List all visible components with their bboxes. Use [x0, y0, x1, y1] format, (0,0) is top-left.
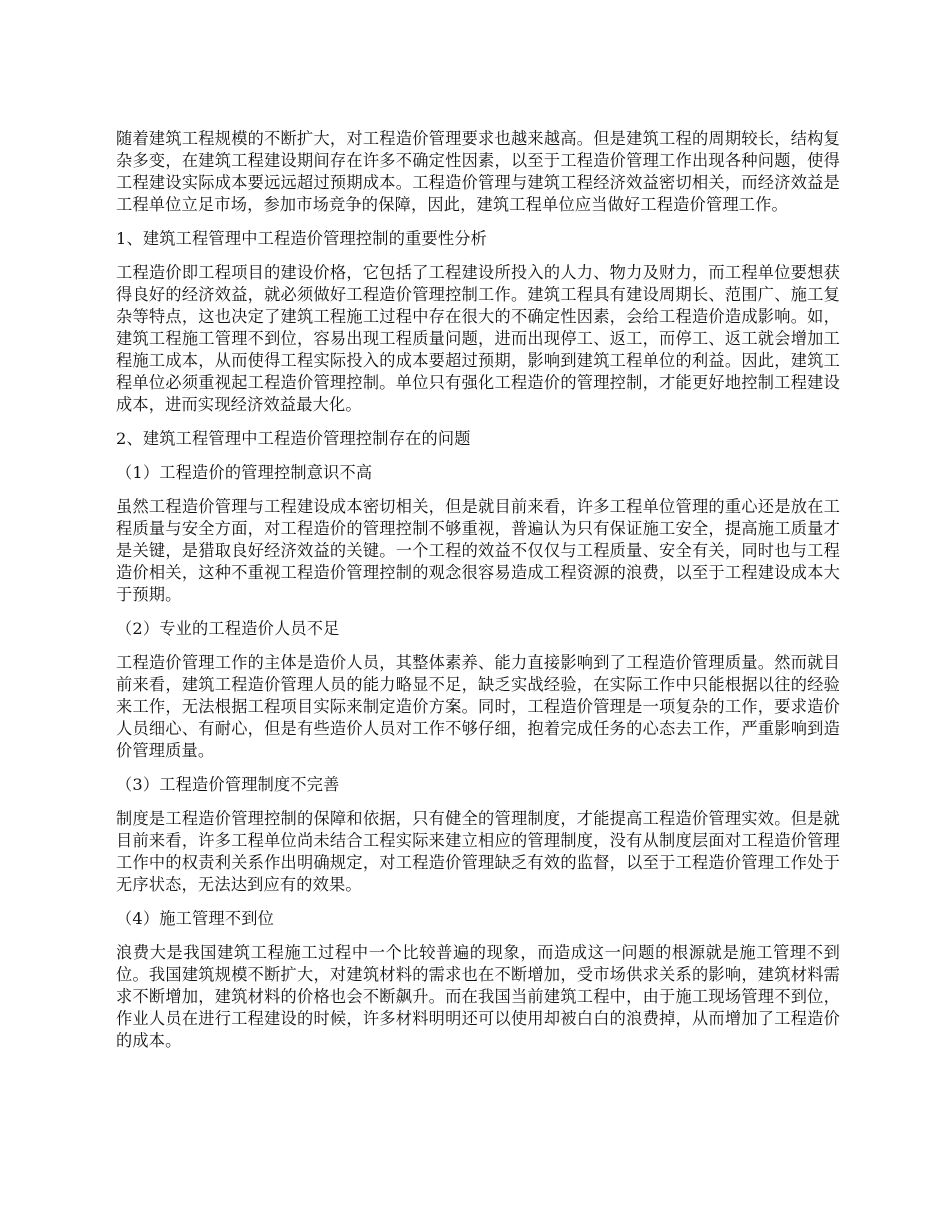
section-2-heading: 2、建筑工程管理中工程造价管理控制存在的问题 [116, 429, 471, 448]
subsection-4-paragraph: 浪费大是我国建筑工程施工过程中一个比较普遍的现象，而造成这一问题的根源就是施工管理不到位。我国建筑规模不断扩大，对建筑材料的需求也在不断增加，受市场供求关系的影响，建筑材料需求不断增加，建筑材料的价格也会不断飙升。而在我国当前建筑工程中，由于施工现场管理不到位，作业人员在进行工程建设的时候，许多材料明明还可以使用却被白白的浪费掉，从而增加了工程造价的成本。 [116, 943, 840, 1050]
subsection-1-heading: （1）工程造价的管理控制意识不高 [116, 463, 373, 482]
section-1-paragraph: 工程造价即工程项目的建设价格，它包括了工程建设所投入的人力、物力及财力，而工程单位要想获得良好的经济效益，就必须做好工程造价管理控制工作。建筑工程具有建设周期长、范围广、施工复杂等特点，这也决定了建筑工程施工过程中存在很大的不确定性因素，会给工程造价造成影响。如，建筑工程施工管理不到位，容易出现工程质量问题，进而出现停工、返工，而停工、返工就会增加工程施工成本，从而使得工程实际投入的成本要超过预期，影响到建筑工程单位的利益。因此，建筑工程单位必须重视起工程造价管理控制。单位只有强化工程造价的管理控制，才能更好地控制工程建设成本，进而实现经济效益最大化。 [116, 263, 840, 414]
document-page [116, 128, 840, 1052]
section-1-heading: 1、建筑工程管理中工程造价管理控制的重要性分析 [116, 229, 488, 248]
subsection-2-paragraph: 工程造价管理工作的主体是造价人员，其整体素养、能力直接影响到了工程造价管理质量。然而就目前来看，建筑工程造价管理人员的能力略显不足，缺乏实战经验，在实际工作中只能根据以往的经验来工作，无法根据工程项目实际来制定造价方案。同时，工程造价管理是一项复杂的工作，要求造价人员细心、有耐心，但是有些造价人员对工作不够仔细，抱着完成任务的心态去工作，严重影响到造价管理质量。 [116, 653, 840, 760]
subsection-3-paragraph: 制度是工程造价管理控制的保障和依据，只有健全的管理制度，才能提高工程造价管理实效。但是就目前来看，许多工程单位尚未结合工程实际来建立相应的管理制度，没有从制度层面对工程造价管理工作中的权责利关系作出明确规定，对工程造价管理缺乏有效的监督，以至于工程造价管理工作处于无序状态，无法达到应有的效果。 [116, 809, 840, 894]
subsection-2-heading: （2）专业的工程造价人员不足 [116, 619, 340, 638]
subsection-4-heading: （4）施工管理不到位 [116, 909, 274, 928]
intro-paragraph: 随着建筑工程规模的不断扩大，对工程造价管理要求也越来越高。但是建筑工程的周期较长，结构复杂多变，在建筑工程建设期间存在许多不确定性因素，以至于工程造价管理工作出现各种问题，使得工程建设实际成本要远远超过预期成本。工程造价管理与建筑工程经济效益密切相关，而经济效益是工程单位立足市场，参加市场竞争的保障，因此，建筑工程单位应当做好工程造价管理工作。 [116, 129, 840, 214]
subsection-1-paragraph: 虽然工程造价管理与工程建设成本密切相关，但是就目前来看，许多工程单位管理的重心还是放在工程质量与安全方面，对工程造价的管理控制不够重视，普遍认为只有保证施工安全，提高施工质量才是关键，是猎取良好经济效益的关键。一个工程的效益不仅仅与工程质量、安全有关，同时也与工程造价相关，这种不重视工程造价管理控制的观念很容易造成工程资源的浪费，以至于工程建设成本大于预期。 [116, 497, 840, 604]
subsection-3-heading: （3）工程造价管理制度不完善 [116, 775, 340, 794]
